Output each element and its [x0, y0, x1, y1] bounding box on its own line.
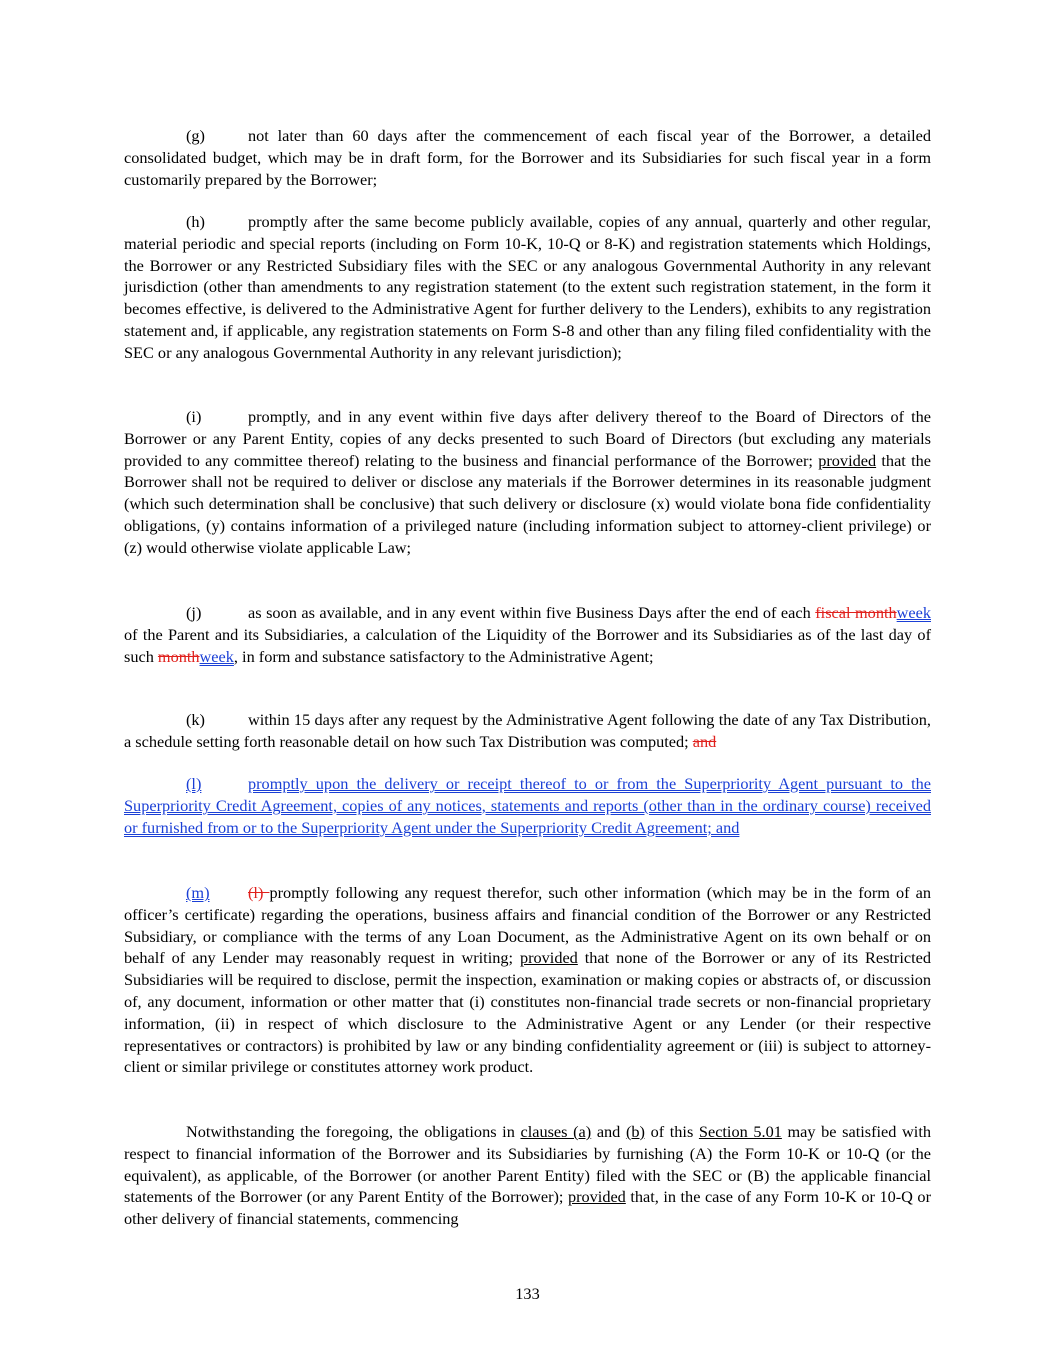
clause-k	[124, 709, 931, 753]
clause-h	[124, 211, 931, 364]
paragraph-text: Notwithstanding the foregoing, the obligations in	[186, 1122, 521, 1141]
provided-term: provided	[818, 450, 877, 470]
inserted-text: week	[199, 646, 234, 666]
clause-text: promptly after the same become publicly available, copies of any annual, quarterly and other regular, material periodic and special reports (including on Form 10-K, 10-Q or 8-K) and registration statements which Holdings, the Borrower or any Restricted Subsidiary files with the SEC or any analogous Governmental Authority in any relevant jurisdiction (other than amendments to any registration statement (to the extent such registration statement, in the form it becomes effective, is delivered to the Administrative Agent for further delivery to the Lenders), exhibits to any registration statement and, if applicable, any registration statements on Form S-8 and other than any filing filed confidentiality with the SEC or any analogous Governmental Authority in any relevant jurisdiction);	[124, 212, 931, 362]
clause-text: promptly, and in any event within five days after delivery thereof to the Board of Directors of the Borrower or any Parent Entity, copies of any decks presented to such Board of Directors (but excluding any materials provided to any committee thereof) relating to the business and financial performance of the Borrower;	[124, 407, 931, 470]
clause-j	[124, 602, 931, 667]
clause-label: (m)	[186, 883, 210, 902]
cross-reference: Section 5.01	[698, 1122, 782, 1141]
clause-text: , in form and substance satisfactory to the Administrative Agent;	[233, 646, 654, 666]
cross-reference: (b)	[625, 1122, 645, 1141]
notwithstanding-paragraph	[124, 1121, 931, 1230]
paragraph-text: may be satisfied with respect to financial information of the Borrower and its Subsidiaries by furnishing (A) the Form 10-K or 10-Q (or the equivalent), as applicable, of the Borrower (or another Parent Entity) filed with the SEC or (B) the applicable financial statements of the Borrower (or any Parent Entity of the Borrower);	[124, 1122, 931, 1207]
paragraph-text: and	[591, 1122, 626, 1141]
clause-text: within 15 days after any request by the Administrative Agent following the date of any Tax Distribution, a schedule setting forth reasonable detail on how such Tax Distribution was computed;	[124, 710, 931, 751]
clause-i	[124, 406, 931, 559]
provided-term: provided	[519, 948, 578, 968]
deleted-text: and	[692, 731, 717, 751]
page-number: 133	[515, 1284, 540, 1303]
clause-text: that the Borrower shall not be required to deliver or disclose any materials if the Borrower determines in its reasonable judgment (which such determination shall be conclusive) that such delivery or disclosure (x) would violate bona fide confidentiality obligations, (y) contains information of a privileged nature (including information subject to attorney-client privilege) or (z) would otherwise violate applicable Law;	[124, 450, 931, 557]
inserted-text: promptly upon the delivery or receipt thereof to or from the Superpriority Agent pursuant to the Superpriority Credit Agreement, copies of any notices, statements and reports (other than in the ordinary course) received or furnished from or to the Superpriority Agent under the Superpriority Credit Agreement; and	[124, 774, 931, 837]
paragraph-text: of this	[644, 1122, 699, 1141]
clause-label: (h)	[186, 212, 205, 231]
clause-text: promptly following any request therefor, such other information (which may be in the form of an officer’s certificate) regarding the operations, business affairs and financial condition of the Borrower or any Restricted Subsidiary, or compliance with the terms of any Loan Document, as the Administrative Agent on its own behalf or on behalf of any Lender may reasonably request in writing;	[124, 883, 932, 968]
paragraph-text: that, in the case of any Form 10-K or 10-Q or other delivery of financial statements, commencing	[124, 1187, 931, 1229]
clause-text: of the Parent and its Subsidiaries, a calculation of the Liquidity of the Borrower and its Subsidiaries as of the last day of such	[124, 624, 931, 666]
deleted-text: month	[157, 646, 200, 666]
clause-text: not later than 60 days after the commencement of each fiscal year of the Borrower, a detailed consolidated budget, which may be in draft form, for the Borrower and its Subsidiaries for such fiscal year in a form customarily prepared by the Borrower;	[124, 126, 931, 189]
clause-g	[124, 125, 931, 190]
cross-reference: clauses (a)	[520, 1122, 592, 1141]
clause-label: (g)	[186, 126, 205, 145]
clause-label: (i)	[186, 407, 202, 426]
deleted-label: (l)	[248, 883, 270, 902]
clause-text: that none of the Borrower or any of its Restricted Subsidiaries will be required to disclose, permit the inspection, examination or making copies or abstracts of, or discussion of, any document, information or other matter that (i) constitutes non-financial trade secrets or non-financial proprietary information, (ii) in respect of which disclosure to the Administrative Agent or any Lender (or their respective representatives or contractors) is prohibited by law or any binding confidentiality agreement or (iii) is subject to attorney-client or similar privilege or constitutes attorney work product.	[124, 948, 931, 1077]
clause-label: (j)	[186, 603, 202, 622]
clause-label: (l)	[186, 774, 202, 793]
clause-text: as soon as available, and in any event within five Business Days after the end of each	[248, 603, 816, 622]
inserted-text: week	[896, 603, 931, 622]
clause-l-inserted	[124, 773, 931, 838]
deleted-text: fiscal month	[815, 603, 897, 622]
provided-term: provided	[567, 1187, 626, 1207]
clause-label: (k)	[186, 710, 205, 729]
clause-m	[124, 882, 931, 1078]
